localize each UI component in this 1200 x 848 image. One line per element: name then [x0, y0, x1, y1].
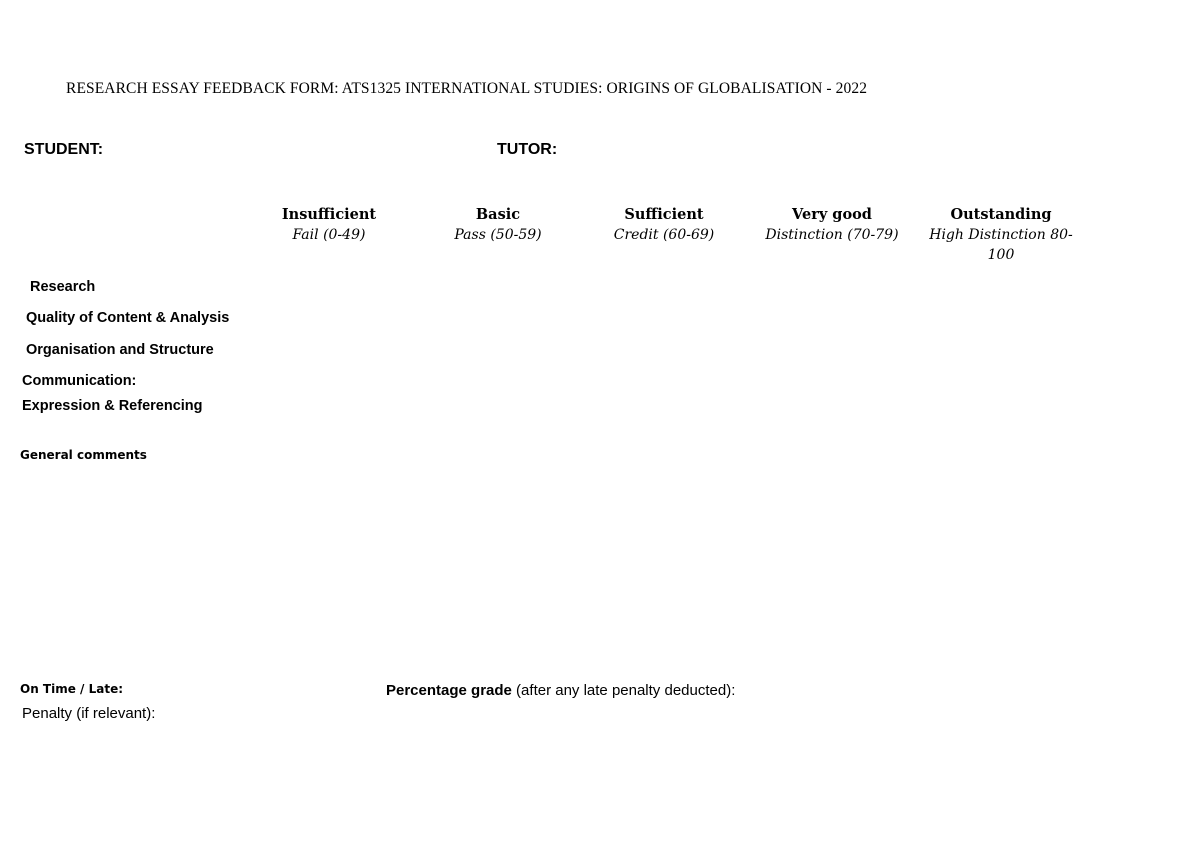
student-label: STUDENT: [24, 141, 104, 158]
band-insufficient [249, 205, 409, 245]
band-very-good [752, 205, 912, 245]
percentage-grade-note: (after any late penalty deducted): [511, 682, 736, 699]
penalty-label: Penalty (if relevant): [22, 705, 156, 722]
band-range: Fail (0-49) [292, 227, 366, 243]
percentage-grade-label [386, 682, 735, 699]
general-comments-label: General comments [20, 448, 147, 462]
criterion-communication: Communication: [22, 373, 137, 389]
form-title: RESEARCH ESSAY FEEDBACK FORM: ATS1325 INTERNATIONAL STUDIES: ORIGINS OF GLOBALISATION - 2022 [66, 80, 868, 97]
band-basic [418, 205, 578, 245]
criterion-expression-referencing: Expression & Referencing [22, 398, 203, 414]
band-name: Insufficient [281, 206, 377, 223]
criterion-research: Research [30, 279, 96, 295]
band-name: Very good [792, 206, 872, 223]
criterion-organisation-structure: Organisation and Structure [26, 342, 214, 358]
band-range: Pass (50-59) [454, 227, 542, 243]
criterion-content-analysis: Quality of Content & Analysis [26, 310, 230, 326]
band-name: Sufficient [624, 206, 704, 223]
percentage-grade-bold: Percentage grade [386, 682, 512, 699]
band-outstanding [920, 205, 1082, 265]
on-time-late-label: On Time / Late: [20, 682, 124, 696]
band-name: Outstanding [950, 206, 1052, 223]
tutor-label: TUTOR: [497, 141, 558, 158]
band-range: Distinction (70-79) [765, 227, 899, 243]
band-name: Basic [475, 206, 521, 223]
band-range: Credit (60-69) [613, 227, 715, 243]
band-sufficient [584, 205, 744, 245]
band-range: High Distinction 80-100 [929, 227, 1073, 263]
